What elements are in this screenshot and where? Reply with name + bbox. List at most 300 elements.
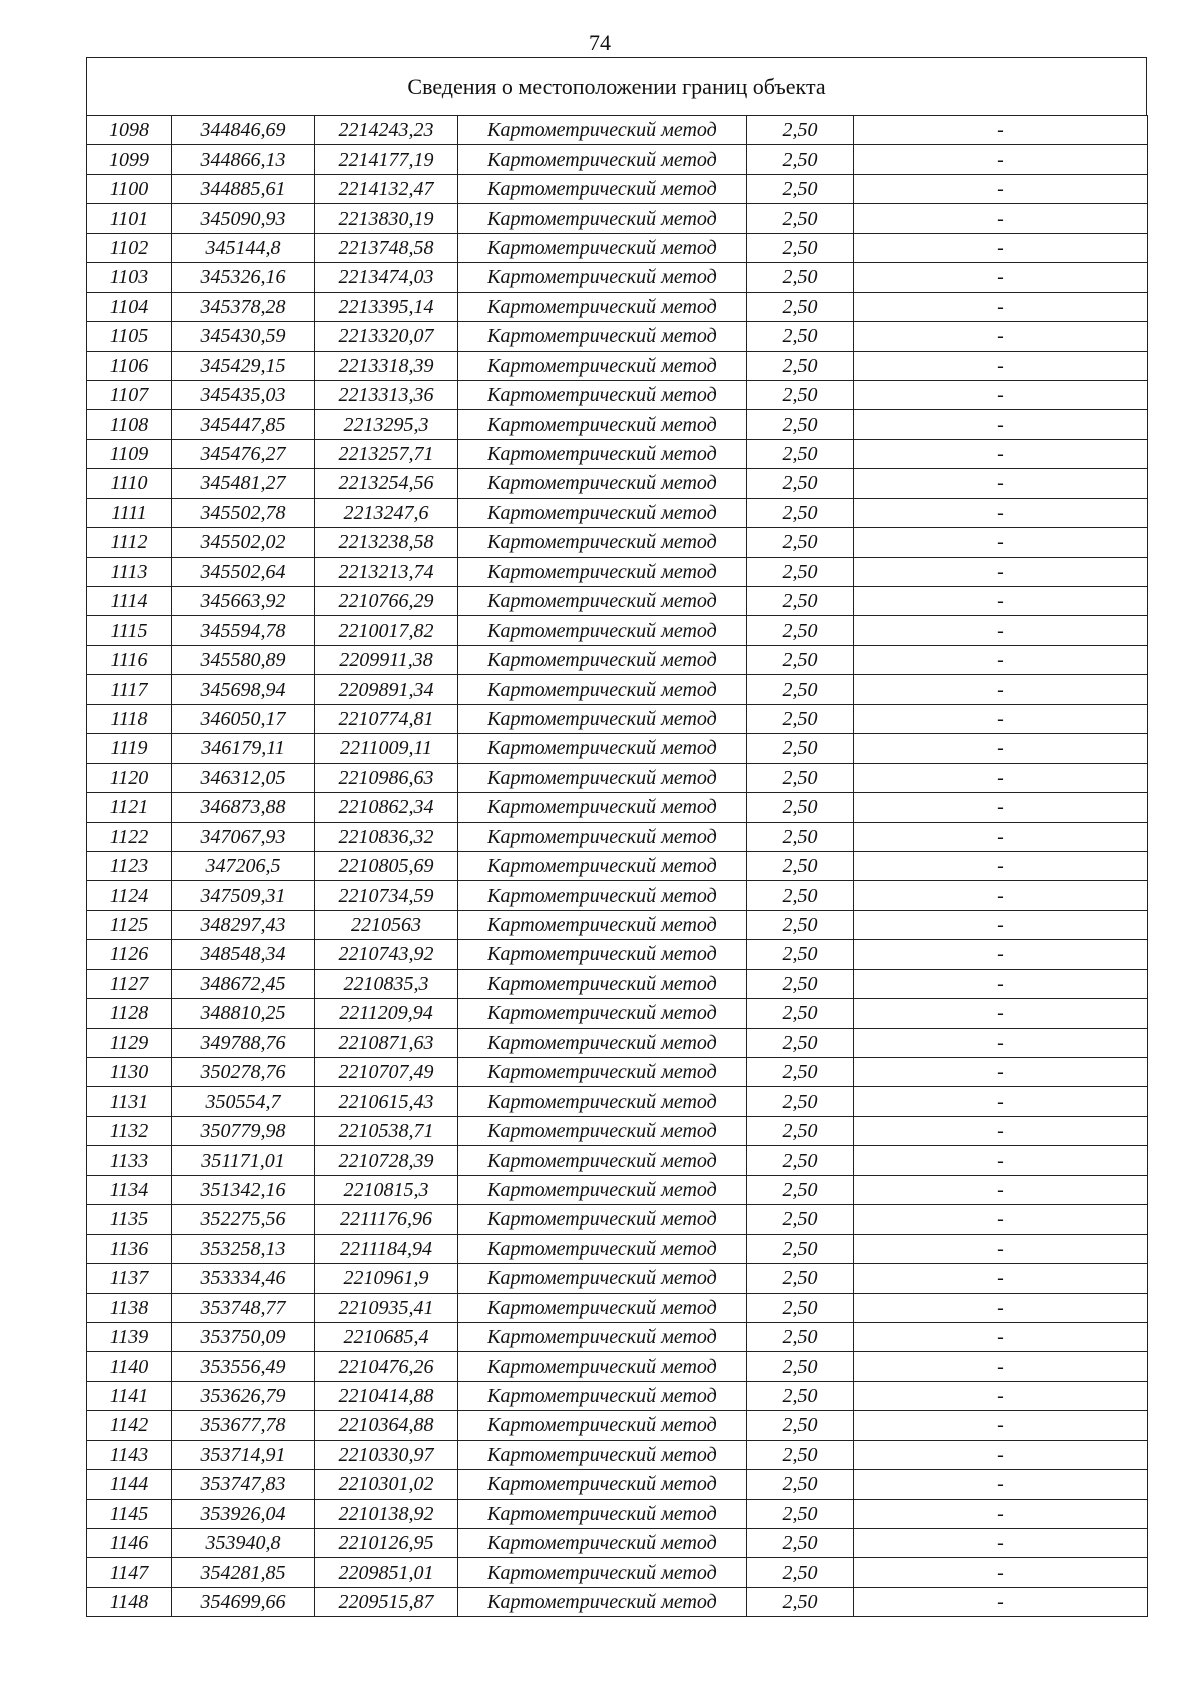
point-number-cell: 1131: [87, 1087, 172, 1116]
x-coordinate-cell: 345698,94: [172, 675, 315, 704]
boundary-coordinates-sheet: [86, 57, 1147, 1617]
method-cell: Картометрический метод: [458, 1587, 747, 1616]
table-row: [87, 1529, 1148, 1558]
accuracy-cell: 2,50: [747, 1470, 854, 1499]
method-cell: Картометрический метод: [458, 910, 747, 939]
method-cell: Картометрический метод: [458, 1264, 747, 1293]
point-number-cell: 1135: [87, 1205, 172, 1234]
point-number-cell: 1115: [87, 616, 172, 645]
x-coordinate-cell: 353750,09: [172, 1322, 315, 1351]
method-cell: Картометрический метод: [458, 1087, 747, 1116]
y-coordinate-cell: 2210364,88: [315, 1411, 458, 1440]
table-row: [87, 793, 1148, 822]
x-coordinate-cell: 346179,11: [172, 734, 315, 763]
table-row: [87, 233, 1148, 262]
method-cell: Картометрический метод: [458, 734, 747, 763]
y-coordinate-cell: 2210563: [315, 910, 458, 939]
table-row: [87, 1440, 1148, 1469]
description-cell: -: [854, 380, 1148, 409]
x-coordinate-cell: 347067,93: [172, 822, 315, 851]
accuracy-cell: 2,50: [747, 1087, 854, 1116]
point-number-cell: 1105: [87, 322, 172, 351]
x-coordinate-cell: 350278,76: [172, 1058, 315, 1087]
x-coordinate-cell: 344885,61: [172, 174, 315, 203]
method-cell: Картометрический метод: [458, 498, 747, 527]
accuracy-cell: 2,50: [747, 233, 854, 262]
description-cell: -: [854, 822, 1148, 851]
table-title: Сведения о местоположении границ объекта: [86, 57, 1147, 115]
table-row: [87, 910, 1148, 939]
accuracy-cell: 2,50: [747, 1175, 854, 1204]
y-coordinate-cell: 2210476,26: [315, 1352, 458, 1381]
y-coordinate-cell: 2210538,71: [315, 1116, 458, 1145]
description-cell: -: [854, 439, 1148, 468]
table-row: [87, 969, 1148, 998]
y-coordinate-cell: 2210935,41: [315, 1293, 458, 1322]
description-cell: -: [854, 587, 1148, 616]
point-number-cell: 1099: [87, 145, 172, 174]
y-coordinate-cell: 2210835,3: [315, 969, 458, 998]
point-number-cell: 1104: [87, 292, 172, 321]
point-number-cell: 1112: [87, 528, 172, 557]
accuracy-cell: 2,50: [747, 1058, 854, 1087]
table-row: [87, 1058, 1148, 1087]
description-cell: -: [854, 851, 1148, 880]
description-cell: -: [854, 1381, 1148, 1410]
table-row: [87, 1322, 1148, 1351]
point-number-cell: 1114: [87, 587, 172, 616]
point-number-cell: 1130: [87, 1058, 172, 1087]
accuracy-cell: 2,50: [747, 999, 854, 1028]
description-cell: -: [854, 616, 1148, 645]
x-coordinate-cell: 345594,78: [172, 616, 315, 645]
point-number-cell: 1147: [87, 1558, 172, 1587]
x-coordinate-cell: 350554,7: [172, 1087, 315, 1116]
accuracy-cell: 2,50: [747, 263, 854, 292]
method-cell: Картометрический метод: [458, 322, 747, 351]
table-row: [87, 1411, 1148, 1440]
accuracy-cell: 2,50: [747, 439, 854, 468]
description-cell: -: [854, 881, 1148, 910]
description-cell: -: [854, 1440, 1148, 1469]
method-cell: Картометрический метод: [458, 263, 747, 292]
table-row: [87, 498, 1148, 527]
description-cell: -: [854, 1352, 1148, 1381]
table-row: [87, 645, 1148, 674]
table-row: [87, 734, 1148, 763]
y-coordinate-cell: 2213313,36: [315, 380, 458, 409]
description-cell: -: [854, 1587, 1148, 1616]
point-number-cell: 1113: [87, 557, 172, 586]
table-row: [87, 1470, 1148, 1499]
point-number-cell: 1148: [87, 1587, 172, 1616]
y-coordinate-cell: 2213213,74: [315, 557, 458, 586]
x-coordinate-cell: 347509,31: [172, 881, 315, 910]
accuracy-cell: 2,50: [747, 1411, 854, 1440]
description-cell: -: [854, 1499, 1148, 1528]
description-cell: -: [854, 174, 1148, 203]
method-cell: Картометрический метод: [458, 675, 747, 704]
accuracy-cell: 2,50: [747, 1116, 854, 1145]
y-coordinate-cell: 2210961,9: [315, 1264, 458, 1293]
description-cell: -: [854, 1322, 1148, 1351]
method-cell: Картометрический метод: [458, 851, 747, 880]
y-coordinate-cell: 2210734,59: [315, 881, 458, 910]
y-coordinate-cell: 2210414,88: [315, 1381, 458, 1410]
x-coordinate-cell: 345435,03: [172, 380, 315, 409]
accuracy-cell: 2,50: [747, 174, 854, 203]
point-number-cell: 1118: [87, 704, 172, 733]
y-coordinate-cell: 2213257,71: [315, 439, 458, 468]
table-row: [87, 1028, 1148, 1057]
description-cell: -: [854, 116, 1148, 145]
method-cell: Картометрический метод: [458, 999, 747, 1028]
method-cell: Картометрический метод: [458, 645, 747, 674]
y-coordinate-cell: 2210766,29: [315, 587, 458, 616]
x-coordinate-cell: 345447,85: [172, 410, 315, 439]
point-number-cell: 1143: [87, 1440, 172, 1469]
accuracy-cell: 2,50: [747, 763, 854, 792]
table-row: [87, 410, 1148, 439]
y-coordinate-cell: 2210728,39: [315, 1146, 458, 1175]
description-cell: -: [854, 1087, 1148, 1116]
accuracy-cell: 2,50: [747, 292, 854, 321]
point-number-cell: 1116: [87, 645, 172, 674]
y-coordinate-cell: 2210774,81: [315, 704, 458, 733]
method-cell: Картометрический метод: [458, 1411, 747, 1440]
x-coordinate-cell: 345502,64: [172, 557, 315, 586]
method-cell: Картометрический метод: [458, 1116, 747, 1145]
method-cell: Картометрический метод: [458, 1322, 747, 1351]
x-coordinate-cell: 348548,34: [172, 940, 315, 969]
method-cell: Картометрический метод: [458, 469, 747, 498]
accuracy-cell: 2,50: [747, 822, 854, 851]
page-number: 74: [589, 30, 611, 55]
accuracy-cell: 2,50: [747, 940, 854, 969]
x-coordinate-cell: 344846,69: [172, 116, 315, 145]
table-row: [87, 587, 1148, 616]
method-cell: Картометрический метод: [458, 763, 747, 792]
table-row: [87, 557, 1148, 586]
x-coordinate-cell: 353677,78: [172, 1411, 315, 1440]
y-coordinate-cell: 2213395,14: [315, 292, 458, 321]
y-coordinate-cell: 2210330,97: [315, 1440, 458, 1469]
table-row: [87, 999, 1148, 1028]
point-number-cell: 1145: [87, 1499, 172, 1528]
point-number-cell: 1142: [87, 1411, 172, 1440]
point-number-cell: 1098: [87, 116, 172, 145]
description-cell: -: [854, 1558, 1148, 1587]
description-cell: -: [854, 1293, 1148, 1322]
y-coordinate-cell: 2209891,34: [315, 675, 458, 704]
accuracy-cell: 2,50: [747, 322, 854, 351]
y-coordinate-cell: 2210871,63: [315, 1028, 458, 1057]
description-cell: -: [854, 999, 1148, 1028]
description-cell: -: [854, 734, 1148, 763]
table-row: [87, 116, 1148, 145]
x-coordinate-cell: 353556,49: [172, 1352, 315, 1381]
table-row: [87, 439, 1148, 468]
accuracy-cell: 2,50: [747, 116, 854, 145]
method-cell: Картометрический метод: [458, 1175, 747, 1204]
table-row: [87, 351, 1148, 380]
x-coordinate-cell: 348297,43: [172, 910, 315, 939]
y-coordinate-cell: 2210126,95: [315, 1529, 458, 1558]
description-cell: -: [854, 1028, 1148, 1057]
x-coordinate-cell: 354281,85: [172, 1558, 315, 1587]
method-cell: Картометрический метод: [458, 1234, 747, 1263]
method-cell: Картометрический метод: [458, 1146, 747, 1175]
table-row: [87, 204, 1148, 233]
x-coordinate-cell: 352275,56: [172, 1205, 315, 1234]
table-row: [87, 292, 1148, 321]
description-cell: -: [854, 233, 1148, 262]
accuracy-cell: 2,50: [747, 969, 854, 998]
accuracy-cell: 2,50: [747, 1381, 854, 1410]
description-cell: -: [854, 557, 1148, 586]
accuracy-cell: 2,50: [747, 793, 854, 822]
description-cell: -: [854, 910, 1148, 939]
method-cell: Картометрический метод: [458, 1499, 747, 1528]
method-cell: Картометрический метод: [458, 822, 747, 851]
description-cell: -: [854, 351, 1148, 380]
point-number-cell: 1117: [87, 675, 172, 704]
coordinates-table-body: [87, 116, 1148, 1617]
y-coordinate-cell: 2213254,56: [315, 469, 458, 498]
description-cell: -: [854, 322, 1148, 351]
x-coordinate-cell: 345430,59: [172, 322, 315, 351]
x-coordinate-cell: 350779,98: [172, 1116, 315, 1145]
description-cell: -: [854, 1205, 1148, 1234]
point-number-cell: 1138: [87, 1293, 172, 1322]
x-coordinate-cell: 353714,91: [172, 1440, 315, 1469]
x-coordinate-cell: 353748,77: [172, 1293, 315, 1322]
accuracy-cell: 2,50: [747, 1440, 854, 1469]
x-coordinate-cell: 347206,5: [172, 851, 315, 880]
table-row: [87, 380, 1148, 409]
method-cell: Картометрический метод: [458, 557, 747, 586]
accuracy-cell: 2,50: [747, 351, 854, 380]
y-coordinate-cell: 2210986,63: [315, 763, 458, 792]
method-cell: Картометрический метод: [458, 380, 747, 409]
accuracy-cell: 2,50: [747, 380, 854, 409]
y-coordinate-cell: 2210743,92: [315, 940, 458, 969]
description-cell: -: [854, 292, 1148, 321]
accuracy-cell: 2,50: [747, 528, 854, 557]
y-coordinate-cell: 2211184,94: [315, 1234, 458, 1263]
y-coordinate-cell: 2214177,19: [315, 145, 458, 174]
point-number-cell: 1106: [87, 351, 172, 380]
table-row: [87, 704, 1148, 733]
y-coordinate-cell: 2214243,23: [315, 116, 458, 145]
x-coordinate-cell: 344866,13: [172, 145, 315, 174]
description-cell: -: [854, 528, 1148, 557]
point-number-cell: 1141: [87, 1381, 172, 1410]
x-coordinate-cell: 353258,13: [172, 1234, 315, 1263]
x-coordinate-cell: 346312,05: [172, 763, 315, 792]
point-number-cell: 1129: [87, 1028, 172, 1057]
accuracy-cell: 2,50: [747, 1293, 854, 1322]
y-coordinate-cell: 2213474,03: [315, 263, 458, 292]
description-cell: -: [854, 1116, 1148, 1145]
description-cell: -: [854, 1234, 1148, 1263]
table-row: [87, 763, 1148, 792]
y-coordinate-cell: 2210836,32: [315, 822, 458, 851]
table-row: [87, 881, 1148, 910]
y-coordinate-cell: 2211209,94: [315, 999, 458, 1028]
point-number-cell: 1123: [87, 851, 172, 880]
point-number-cell: 1109: [87, 439, 172, 468]
point-number-cell: 1100: [87, 174, 172, 203]
y-coordinate-cell: 2210815,3: [315, 1175, 458, 1204]
x-coordinate-cell: 353626,79: [172, 1381, 315, 1410]
x-coordinate-cell: 345144,8: [172, 233, 315, 262]
method-cell: Картометрический метод: [458, 587, 747, 616]
method-cell: Картометрический метод: [458, 1205, 747, 1234]
x-coordinate-cell: 345326,16: [172, 263, 315, 292]
table-row: [87, 1352, 1148, 1381]
y-coordinate-cell: 2213320,07: [315, 322, 458, 351]
description-cell: -: [854, 1529, 1148, 1558]
point-number-cell: 1125: [87, 910, 172, 939]
point-number-cell: 1119: [87, 734, 172, 763]
accuracy-cell: 2,50: [747, 1146, 854, 1175]
description-cell: -: [854, 940, 1148, 969]
table-row: [87, 1234, 1148, 1263]
y-coordinate-cell: 2213318,39: [315, 351, 458, 380]
y-coordinate-cell: 2209515,87: [315, 1587, 458, 1616]
y-coordinate-cell: 2210862,34: [315, 793, 458, 822]
method-cell: Картометрический метод: [458, 1440, 747, 1469]
y-coordinate-cell: 2209851,01: [315, 1558, 458, 1587]
accuracy-cell: 2,50: [747, 645, 854, 674]
coordinates-table: [86, 115, 1148, 1617]
accuracy-cell: 2,50: [747, 704, 854, 733]
table-row: [87, 1558, 1148, 1587]
accuracy-cell: 2,50: [747, 675, 854, 704]
x-coordinate-cell: 345090,93: [172, 204, 315, 233]
x-coordinate-cell: 345502,02: [172, 528, 315, 557]
method-cell: Картометрический метод: [458, 292, 747, 321]
method-cell: Картометрический метод: [458, 704, 747, 733]
description-cell: -: [854, 1146, 1148, 1175]
accuracy-cell: 2,50: [747, 851, 854, 880]
point-number-cell: 1139: [87, 1322, 172, 1351]
x-coordinate-cell: 349788,76: [172, 1028, 315, 1057]
point-number-cell: 1122: [87, 822, 172, 851]
point-number-cell: 1111: [87, 498, 172, 527]
description-cell: -: [854, 645, 1148, 674]
description-cell: -: [854, 763, 1148, 792]
table-row: [87, 675, 1148, 704]
table-row: [87, 1146, 1148, 1175]
table-row: [87, 1381, 1148, 1410]
x-coordinate-cell: 345663,92: [172, 587, 315, 616]
point-number-cell: 1103: [87, 263, 172, 292]
accuracy-cell: 2,50: [747, 498, 854, 527]
table-row: [87, 1205, 1148, 1234]
table-row: [87, 1175, 1148, 1204]
accuracy-cell: 2,50: [747, 616, 854, 645]
table-row: [87, 145, 1148, 174]
accuracy-cell: 2,50: [747, 410, 854, 439]
table-row: [87, 1087, 1148, 1116]
y-coordinate-cell: 2211176,96: [315, 1205, 458, 1234]
description-cell: -: [854, 145, 1148, 174]
x-coordinate-cell: 354699,66: [172, 1587, 315, 1616]
method-cell: Картометрический метод: [458, 1529, 747, 1558]
y-coordinate-cell: 2210138,92: [315, 1499, 458, 1528]
method-cell: Картометрический метод: [458, 1028, 747, 1057]
method-cell: Картометрический метод: [458, 940, 747, 969]
x-coordinate-cell: 353747,83: [172, 1470, 315, 1499]
point-number-cell: 1124: [87, 881, 172, 910]
point-number-cell: 1102: [87, 233, 172, 262]
method-cell: Картометрический метод: [458, 1558, 747, 1587]
method-cell: Картометрический метод: [458, 1058, 747, 1087]
point-number-cell: 1146: [87, 1529, 172, 1558]
method-cell: Картометрический метод: [458, 528, 747, 557]
table-row: [87, 469, 1148, 498]
description-cell: -: [854, 675, 1148, 704]
point-number-cell: 1140: [87, 1352, 172, 1381]
y-coordinate-cell: 2210707,49: [315, 1058, 458, 1087]
method-cell: Картометрический метод: [458, 793, 747, 822]
accuracy-cell: 2,50: [747, 145, 854, 174]
point-number-cell: 1127: [87, 969, 172, 998]
x-coordinate-cell: 353926,04: [172, 1499, 315, 1528]
accuracy-cell: 2,50: [747, 1499, 854, 1528]
method-cell: Картометрический метод: [458, 116, 747, 145]
point-number-cell: 1107: [87, 380, 172, 409]
description-cell: -: [854, 1411, 1148, 1440]
y-coordinate-cell: 2210615,43: [315, 1087, 458, 1116]
method-cell: Картометрический метод: [458, 1293, 747, 1322]
table-row: [87, 174, 1148, 203]
method-cell: Картометрический метод: [458, 1381, 747, 1410]
method-cell: Картометрический метод: [458, 233, 747, 262]
accuracy-cell: 2,50: [747, 1264, 854, 1293]
x-coordinate-cell: 346050,17: [172, 704, 315, 733]
description-cell: -: [854, 1175, 1148, 1204]
description-cell: -: [854, 1058, 1148, 1087]
method-cell: Картометрический метод: [458, 1352, 747, 1381]
method-cell: Картометрический метод: [458, 145, 747, 174]
accuracy-cell: 2,50: [747, 1352, 854, 1381]
method-cell: Картометрический метод: [458, 616, 747, 645]
point-number-cell: 1144: [87, 1470, 172, 1499]
accuracy-cell: 2,50: [747, 1028, 854, 1057]
accuracy-cell: 2,50: [747, 1234, 854, 1263]
description-cell: -: [854, 469, 1148, 498]
method-cell: Картометрический метод: [458, 174, 747, 203]
description-cell: -: [854, 969, 1148, 998]
description-cell: -: [854, 263, 1148, 292]
x-coordinate-cell: 353334,46: [172, 1264, 315, 1293]
description-cell: -: [854, 1470, 1148, 1499]
description-cell: -: [854, 204, 1148, 233]
point-number-cell: 1134: [87, 1175, 172, 1204]
table-row: [87, 1499, 1148, 1528]
y-coordinate-cell: 2211009,11: [315, 734, 458, 763]
accuracy-cell: 2,50: [747, 557, 854, 586]
accuracy-cell: 2,50: [747, 204, 854, 233]
accuracy-cell: 2,50: [747, 910, 854, 939]
point-number-cell: 1133: [87, 1146, 172, 1175]
method-cell: Картометрический метод: [458, 1470, 747, 1499]
method-cell: Картометрический метод: [458, 439, 747, 468]
y-coordinate-cell: 2210805,69: [315, 851, 458, 880]
